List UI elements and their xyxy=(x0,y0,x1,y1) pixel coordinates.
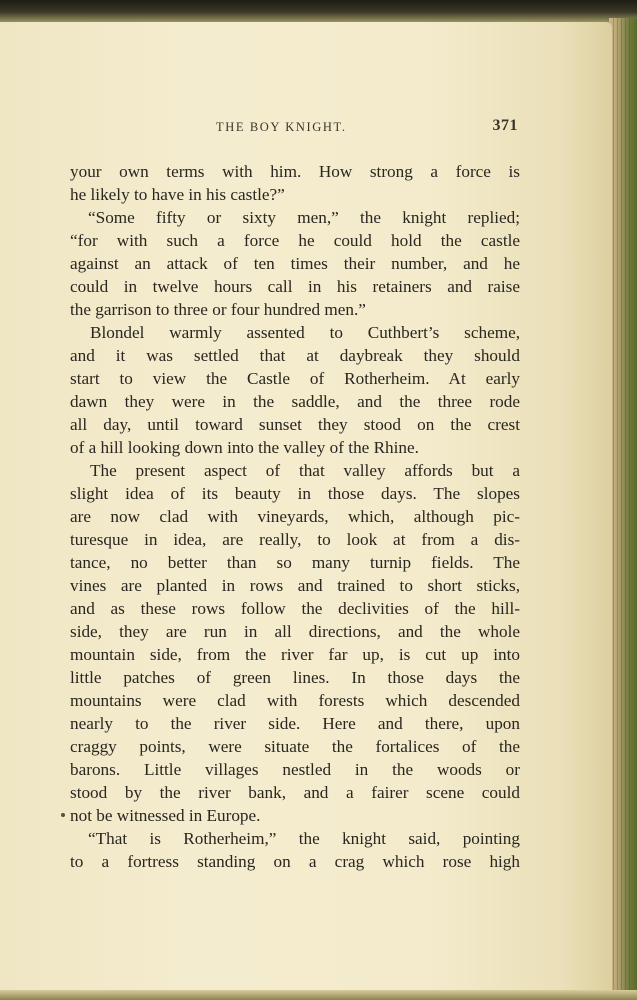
text-line: and as these rows follow the declivities of the hill- xyxy=(70,599,520,618)
text-line: mountain side, from the river far up, is cut up into xyxy=(70,645,520,664)
text-line: vines are planted in rows and trained to short sticks, xyxy=(70,576,520,595)
margin-ink-dot xyxy=(61,813,65,817)
text-line: The present aspect of that valley affords but a xyxy=(90,461,520,480)
text-line: against an attack of ten times their number, and he xyxy=(70,254,520,273)
text-line: of a hill looking down into the valley of the Rhine. xyxy=(70,438,419,457)
page-edge-lines xyxy=(613,18,633,1000)
text-line: “That is Rotherheim,” the knight said, pointing xyxy=(88,829,520,848)
text-line: start to view the Castle of Rotherheim. At early xyxy=(70,369,520,388)
text-line: the garrison to three or four hundred men.” xyxy=(70,300,366,319)
text-line: mountains were clad with forests which descended xyxy=(70,691,520,710)
text-line: dawn they were in the saddle, and the three rode xyxy=(70,392,520,411)
text-line: tance, no better than so many turnip fields. The xyxy=(70,553,520,572)
text-line: are now clad with vineyards, which, although pic- xyxy=(70,507,520,526)
running-title: THE BOY KNIGHT. xyxy=(216,120,347,134)
text-line: your own terms with him. How strong a force is xyxy=(70,162,520,181)
text-line: craggy points, were situate the fortalices of the xyxy=(70,737,520,756)
text-line: all day, until toward sunset they stood on the crest xyxy=(70,415,520,434)
text-line: turesque in idea, are really, to look at from a dis- xyxy=(70,530,520,549)
text-line: “for with such a force he could hold the castle xyxy=(70,231,520,250)
text-line: stood by the river bank, and a fairer scene could xyxy=(70,783,520,802)
text-line: barons. Little villages nestled in the woods or xyxy=(70,760,520,779)
text-line: could in twelve hours call in his retainers and raise xyxy=(70,277,520,296)
text-line: slight idea of its beauty in those days. The slopes xyxy=(70,484,520,503)
body-text xyxy=(70,160,520,873)
text-line: “Some fifty or sixty men,” the knight replied; xyxy=(88,208,520,227)
running-head xyxy=(70,117,518,140)
text-line: little patches of green lines. In those days the xyxy=(70,668,520,687)
book-binding-bottom xyxy=(0,990,637,1000)
text-line: he likely to have in his castle?” xyxy=(70,185,285,204)
text-line: Blondel warmly assented to Cuthbert’s scheme, xyxy=(90,323,520,342)
text-line: side, they are run in all directions, and the whole xyxy=(70,622,520,641)
text-line: not be witnessed in Europe. xyxy=(70,806,261,825)
text-line: nearly to the river side. Here and there, upon xyxy=(70,714,520,733)
page-number: 371 xyxy=(492,117,518,134)
text-line: and it was settled that at daybreak they should xyxy=(70,346,520,365)
text-line: to a fortress standing on a crag which rose high xyxy=(70,852,520,871)
